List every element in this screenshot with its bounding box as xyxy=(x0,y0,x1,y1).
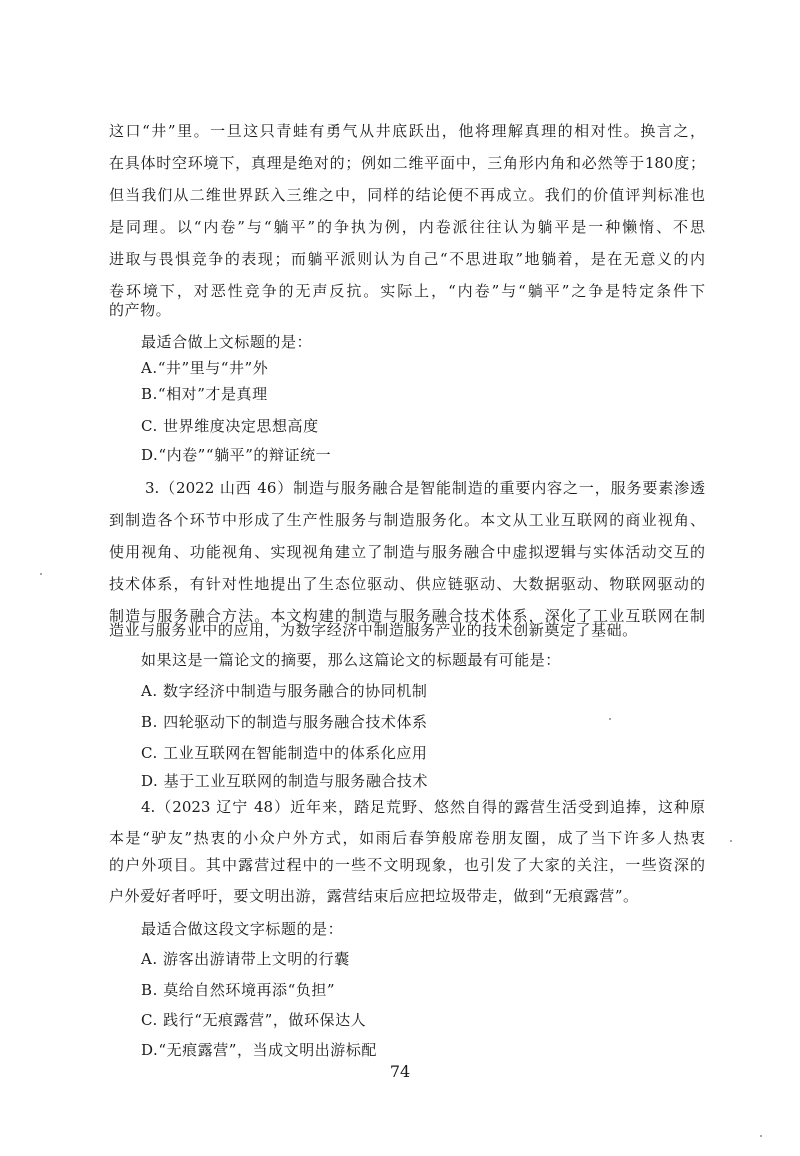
paragraph-line: 是同理。以“内卷”与“躺平”的争执为例，内卷派往往认为躺平是一种懒惰、不思 xyxy=(109,218,705,236)
page-number: 74 xyxy=(389,1062,411,1081)
scan-speck xyxy=(730,840,732,842)
option-a: A.“井”里与“井”外 xyxy=(141,359,269,377)
question-prompt: 如果这是一篇论文的摘要，那么这篇论文的标题最有可能是： xyxy=(141,651,561,669)
paragraph-line: 这口“井”里。一旦这只青蛙有勇气从井底跃出，他将理解真理的相对性。换言之， xyxy=(109,122,705,140)
paragraph-line: 进取与畏惧竞争的表现；而躺平派则认为自己“不思进取”地躺着，是在无意义的内 xyxy=(109,250,705,268)
option-a: A. 游客出游请带上文明的行囊 xyxy=(141,950,350,968)
option-b: B. 四轮驱动下的制造与服务融合技术体系 xyxy=(141,713,428,731)
question-line: 技术体系，有针对性地提出了生态位驱动、供应链驱动、大数据驱动、物联网驱动的 xyxy=(109,575,705,593)
option-d: D. 基于工业互联网的制造与服务融合技术 xyxy=(141,772,429,790)
option-d: D.“内卷”“躺平”的辩证统一 xyxy=(141,446,332,464)
scan-speck xyxy=(760,1135,762,1137)
option-c: C. 工业互联网在智能制造中的体系化应用 xyxy=(141,744,428,762)
paragraph-line: 在具体时空环境下，真理是绝对的；例如二维平面中，三角形内角和必然等于180度； xyxy=(109,154,705,172)
question-prompt: 最适合做上文标题的是： xyxy=(141,333,313,351)
option-b: B. 莫给自然环境再添“负担” xyxy=(141,981,336,999)
paragraph-line: 但当我们从二维世界跃入三维之中，同样的结论便不再成立。我们的价值评判标准也 xyxy=(109,186,705,204)
question-line: 本是“驴友”热衷的小众户外方式，如雨后春笋般席卷朋友圈，成了当下许多人热衷 xyxy=(109,829,705,847)
option-c: C. 践行“无痕露营”，做环保达人 xyxy=(141,1011,367,1029)
scan-speck xyxy=(40,573,42,575)
question-line: 使用视角、功能视角、实现视角建立了制造与服务融合中虚拟逻辑与实体活动交互的 xyxy=(109,543,705,561)
question-line: 到制造各个环节中形成了生产性服务与制造服务化。本文从工业互联网的商业视角、 xyxy=(109,511,705,529)
scan-speck xyxy=(609,718,611,720)
option-a: A. 数字经济中制造与服务融合的协同机制 xyxy=(141,682,428,700)
option-d: D.“无痕露营”，当成文明出游标配 xyxy=(141,1041,377,1059)
paragraph-line: 的产物。 xyxy=(109,301,172,319)
option-b: B.“相对”才是真理 xyxy=(141,385,268,403)
question-line: 的户外项目。其中露营过程中的一些不文明现象，也引发了大家的关注，一些资深的 xyxy=(109,856,705,874)
question-line: 3.（2022 山西 46）制造与服务融合是智能制造的重要内容之一，服务要素渗透 xyxy=(145,479,705,497)
question-line: 户外爱好者呼吁，要文明出游，露营结束后应把垃圾带走，做到“无痕露营”。 xyxy=(109,887,639,905)
question-line: 制造与服务融合方法。本文构建的制造与服务融合技术体系，深化了工业互联网在制 xyxy=(109,607,705,625)
question-line: 造业与服务业中的应用，为数字经济中制造服务产业的技术创新奠定了基础。 xyxy=(109,621,638,639)
question-line: 4.（2023 辽宁 48）近年来，踏足荒野、悠然自得的露营生活受到追捧，这种原 xyxy=(141,798,705,816)
paragraph-line: 卷环境下，对恶性竞争的无声反抗。实际上，“内卷”与“躺平”之争是特定条件下 xyxy=(109,282,705,300)
option-c: C. 世界维度决定思想高度 xyxy=(141,417,319,435)
question-prompt: 最适合做这段文字标题的是： xyxy=(141,920,344,938)
